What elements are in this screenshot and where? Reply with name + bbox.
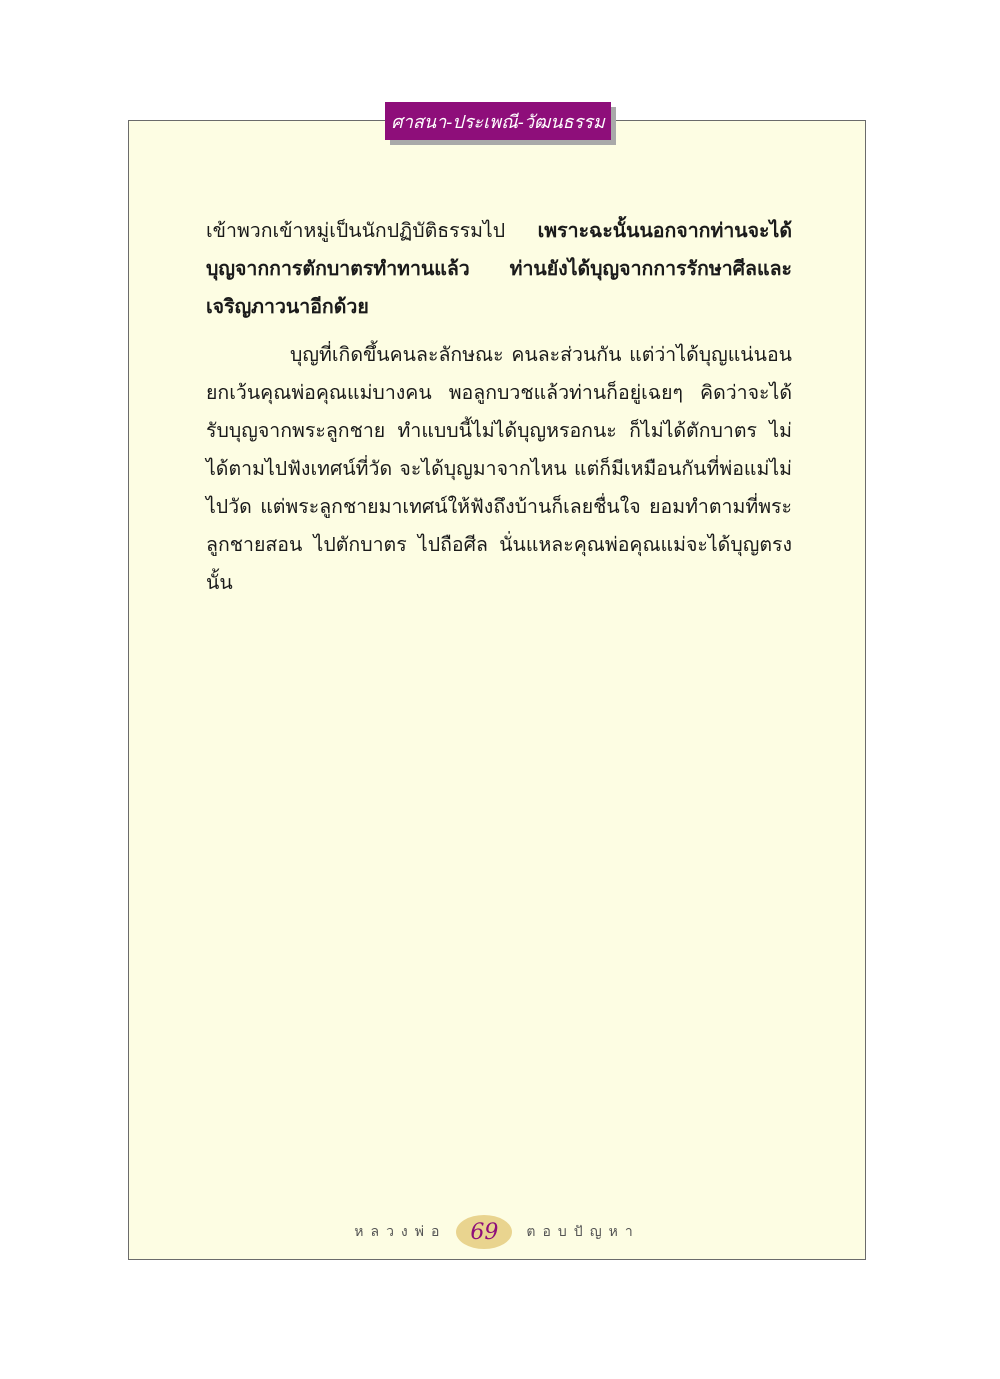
section-title: ศาสนา-ประเพณี-วัฒนธรรม [391,111,605,133]
paragraph-1-normal: เข้าพวกเข้าหมู่เป็นนักปฏิบัติธรรมไป [206,219,538,242]
section-header [385,102,611,140]
paragraph-2: บุญที่เกิดขึ้นคนละลักษณะ คนละส่วนกัน แต่ว่าได้บุญแน่นอน ยกเว้นคุณพ่อคุณแม่บางคน พอลูกบวชแล้วท่านก็อยู่เฉยๆ คิดว่าจะได้รับบุญจากพระลูกชาย ทำแบบนี้ไม่ได้บุญหรอกนะ ก็ไม่ได้ตักบาตร ไม่ได้ตามไปฟังเทศน์ที่วัด จะได้บุญมาจากไหน แต่ก็มีเหมือนกันที่พ่อแม่ไม่ไปวัด แต่พระลูกชายมาเทศน์ให้ฟังถึงบ้านก็เลยชื่นใจ ยอมทำตามที่พระลูกชายสอน ไปตักบาตร ไปถือศีล นั่นแหละคุณพ่อคุณแม่จะได้บุญตรงนั้น [206,343,792,594]
paragraph-1 [206,212,792,326]
footer-book-title-right: ตอบปัญหา [526,1224,640,1240]
body-text [206,212,792,602]
page-number: 69 [456,1215,512,1249]
footer-book-title-left: หลวงพ่อ [354,1224,447,1240]
footer [128,1215,866,1249]
paragraph-1-bold: เพราะฉะนั้นนอกจากท่านจะได้บุญจากการตักบาตรทำทานแล้ว ท่านยังได้บุญจากการรักษาศีลและเจริญภาวนาอีกด้วย [206,219,792,318]
